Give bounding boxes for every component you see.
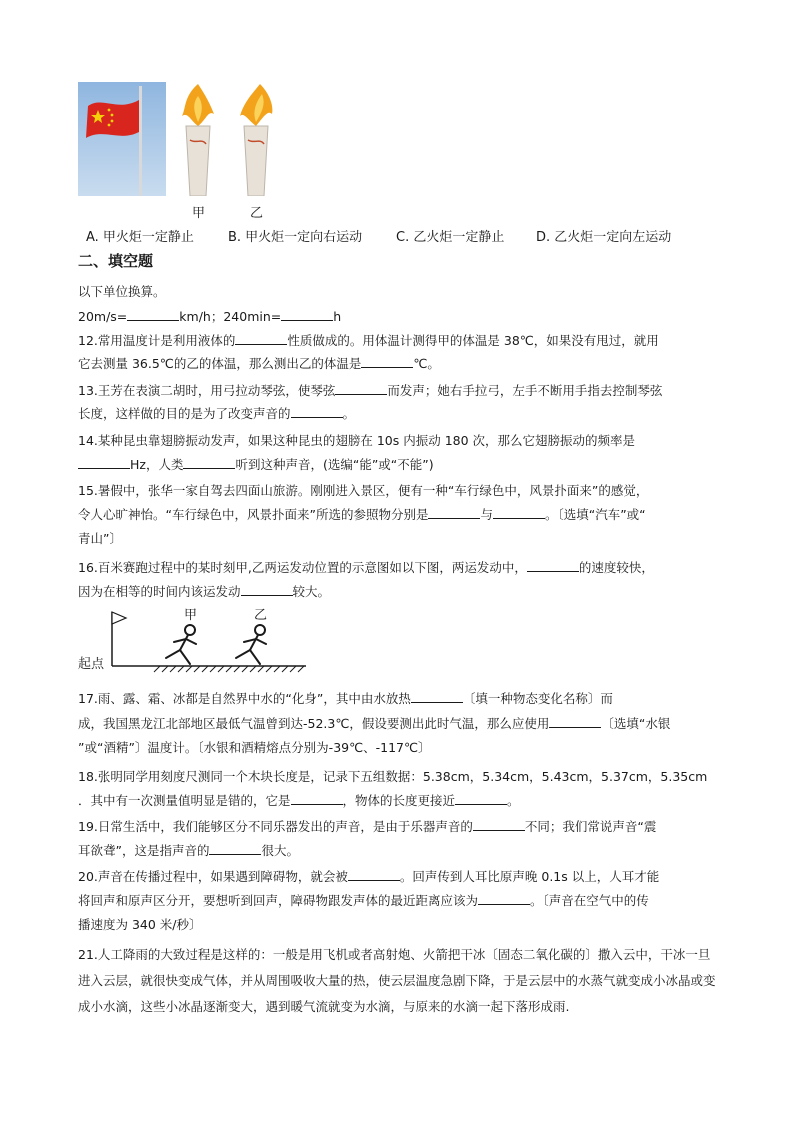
option-d[interactable]: D. 乙火炬一定向左运动	[536, 230, 672, 245]
q14-blank-1[interactable]	[78, 454, 130, 469]
q19-line-2: 耳欲聋”，这是指声音的 很大。	[78, 839, 718, 862]
runner-yi-icon	[236, 625, 266, 664]
start-label: 起点	[78, 657, 105, 672]
q18-line-2: ．其中有一次测量值明显是错的，它是 ，物体的长度更接近 。	[78, 789, 718, 812]
q21-paragraph: 21.人工降雨的大致过程是这样的：一般是用飞机或者高射炮、火箭把干冰〔固态二氧化碳的〕撒入云中，干冰一旦进入云层，就很快变成气体，并从周围吸收大量的热，使云层温度急剧下降，于是云层中的水蒸气就变成小冰晶或变成小水滴，这些小冰晶逐渐变大，遇到暖气流就变为水滴，与原来的水滴一起下落形成雨.	[78, 947, 716, 1014]
q16-blank-1[interactable]	[527, 557, 579, 572]
q12-blank-2[interactable]	[361, 353, 413, 368]
q20-line-2: 将回声和原声区分开，要想听到回声，障碍物跟发声体的最近距离应该为 。〔声音在空气中的传	[78, 889, 718, 912]
q17-line-1: 17.雨、露、霜、冰都是自然界中水的“化身”，其中由水放热 〔填一种物态变化名称〕而	[78, 687, 718, 710]
q17-line-3: ”或“酒精”〕温度计。〔水银和酒精熔点分别为-39℃、-117℃〕	[78, 740, 431, 755]
q13-line-2: 长度，这样做的目的是为了改变声音的 。	[78, 402, 718, 425]
flag-photo-image	[78, 82, 166, 196]
option-c[interactable]: C. 乙火炬一定静止	[396, 230, 505, 245]
q15-blank-1[interactable]	[428, 504, 480, 519]
section-title: 二、填空题	[78, 252, 154, 270]
q15-line-1: 15.暑假中，张华一家自驾去四面山旅游。刚刚进入景区，便有一种“车行绿色中，风景扑面来”的感觉，	[78, 483, 649, 498]
q16-line-1: 16.百米赛跑过程中的某时刻甲,乙两运发动位置的示意图如以下图，两运发动中， 的速度较快，	[78, 556, 718, 579]
runner-jia-icon	[166, 625, 196, 664]
option-a[interactable]: A. 甲火炬一定静止	[86, 230, 194, 245]
q11-intro: 以下单位换算。	[78, 284, 166, 299]
start-flag-icon	[112, 612, 126, 624]
q14-blank-2[interactable]	[183, 454, 235, 469]
q14-line-2: Hz，人类 听到这种声音，(选编“能”或“不能”)	[78, 453, 718, 476]
q14-line-1: 14.某种昆虫靠翅膀振动发声，如果这种昆虫的翅膀在 10s 内振动 180 次，那么它翅膀振动的频率是	[78, 433, 636, 448]
q11-blank-2[interactable]	[281, 306, 333, 321]
torch-yi-image	[234, 82, 278, 196]
q17-blank-1[interactable]	[411, 688, 463, 703]
q11-line: 20m/s= km/h；240min= h	[78, 305, 718, 328]
torch-jia-image	[176, 82, 220, 196]
torch-figure	[78, 82, 298, 222]
q15-blank-2[interactable]	[493, 504, 545, 519]
q13-blank-2[interactable]	[291, 403, 343, 418]
runner-jia-label: 甲	[184, 608, 198, 623]
q12-line-2: 它去测量 36.5℃的乙的体温，那么测出乙的体温是 ℃。	[78, 352, 718, 375]
q20-line-3: 播速度为 340 米/秒〕	[78, 917, 202, 932]
q20-blank-1[interactable]	[348, 866, 400, 881]
race-diagram	[78, 606, 308, 678]
q15-line-2: 令人心旷神怡。“车行绿色中，风景扑面来”所选的参照物分别是 与 。〔选填“汽车”或“	[78, 503, 718, 526]
q20-blank-2[interactable]	[478, 890, 530, 905]
runner-yi-label: 乙	[254, 608, 268, 623]
q18-blank-1[interactable]	[291, 790, 343, 805]
track-hatch	[154, 666, 304, 672]
q15-line-3: 青山”〕	[78, 531, 122, 546]
q19-line-1: 19.日常生活中，我们能够区分不同乐器发出的声音，是由于乐器声音的 不同；我们常说声音“震	[78, 815, 718, 838]
q19-blank-2[interactable]	[209, 840, 261, 855]
q17-line-2: 成，我国黑龙江北部地区最低气温曾到达-52.3℃，假设要测出此时气温，那么应使用 〔选填“水银	[78, 712, 718, 735]
torch-label-jia: 甲	[192, 206, 206, 221]
q19-blank-1[interactable]	[473, 816, 525, 831]
q13-blank-1[interactable]	[335, 380, 387, 395]
q13-line-1: 13.王芳在表演二胡时，用弓拉动琴弦，使琴弦 而发声；她右手拉弓，左手不断用手指去控制琴弦	[78, 379, 718, 402]
q12-line-1: 12.常用温度计是利用液体的 性质做成的。用体温计测得甲的体温是 38℃，如果没有甩过，就用	[78, 329, 718, 352]
answer-options	[86, 226, 726, 246]
q12-blank-1[interactable]	[235, 330, 287, 345]
q17-blank-2[interactable]	[549, 713, 601, 728]
q18-line-1: 18.张明同学用刻度尺测同一个木块长度是，记录下五组数据：5.38cm，5.34cm，5.43cm，5.37cm，5.35cm	[78, 769, 708, 784]
q16-line-2: 因为在相等的时间内该运发动 较大。	[78, 580, 718, 603]
q18-blank-2[interactable]	[455, 790, 507, 805]
q11-blank-1[interactable]	[127, 306, 179, 321]
option-b[interactable]: B. 甲火炬一定向右运动	[228, 230, 363, 245]
torch-label-yi: 乙	[250, 206, 264, 221]
q20-line-1: 20.声音在传播过程中，如果遇到障碍物，就会被 。回声传到人耳比原声晚 0.1s 以上，人耳才能	[78, 865, 718, 888]
q16-blank-2[interactable]	[241, 581, 293, 596]
